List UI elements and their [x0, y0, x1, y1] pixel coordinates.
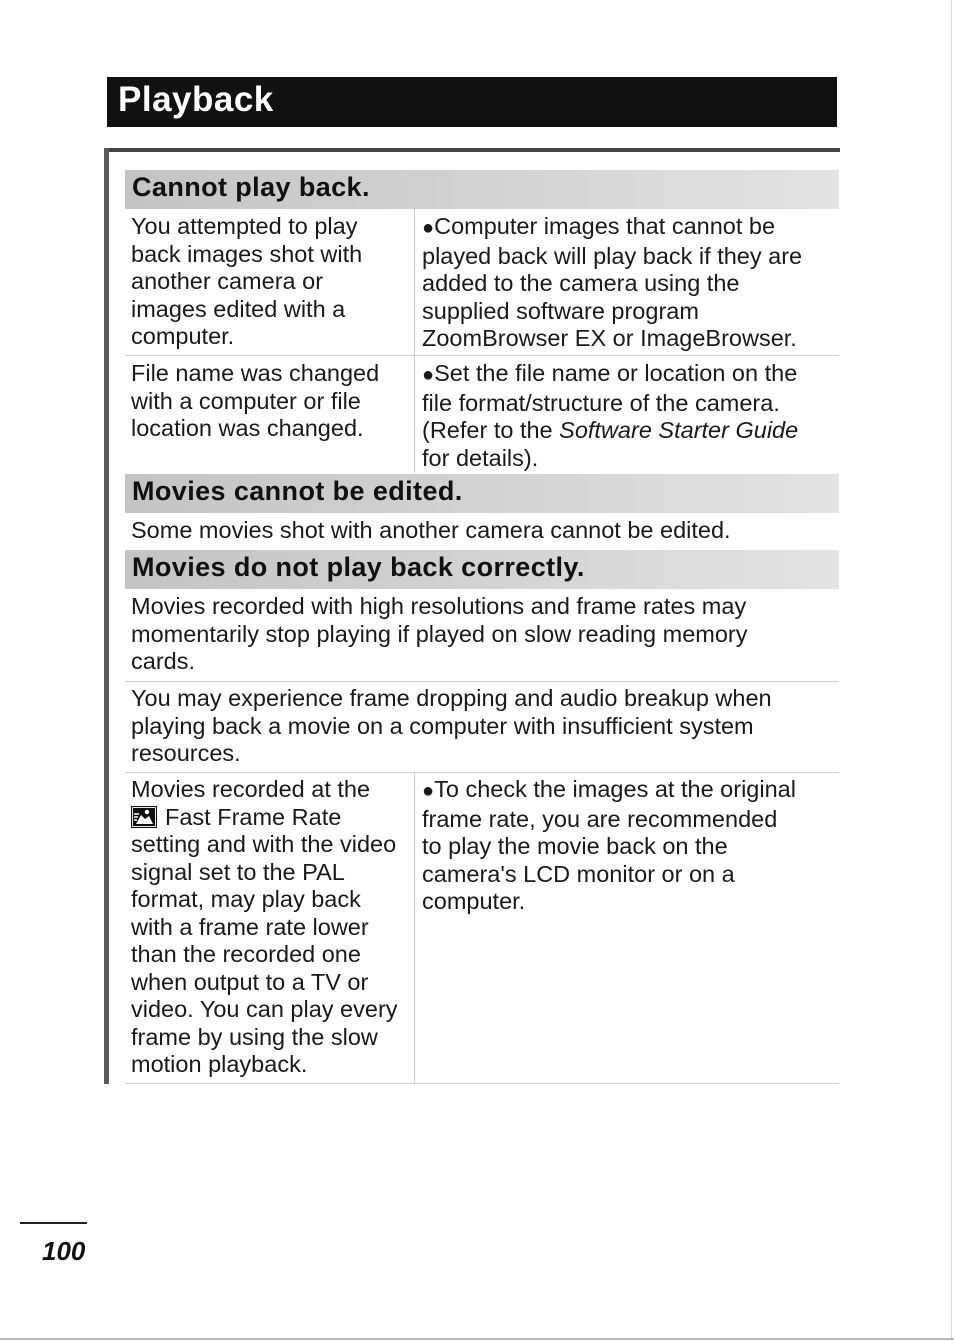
page-title: Playback [118, 80, 274, 119]
cause-icon-label: Fast Frame Rate [165, 803, 342, 830]
column-divider [414, 773, 415, 1084]
table-frame-top [104, 148, 840, 152]
page-edge-right [951, 0, 952, 1341]
bullet-icon: ● [422, 780, 435, 802]
page-edge-bottom [0, 1338, 954, 1340]
info-text: Some movies shot with another camera cannot be edited. [131, 517, 731, 543]
section-heading: Movies cannot be edited. [132, 476, 463, 506]
guide-title: Software Starter Guide [559, 417, 799, 443]
table-frame-left [104, 148, 109, 1084]
section-heading: Cannot play back. [132, 172, 370, 202]
solution-text: for details). [422, 444, 539, 471]
bullet-icon: ● [422, 364, 435, 386]
column-divider [414, 209, 415, 473]
page-number: 100 [42, 1236, 86, 1266]
cause-cell: File name was changed with a computer or file location was changed. [131, 360, 380, 441]
info-text: Movies recorded with high resolutions and frame rates may momentarily stop playing if played on slow reading memory cards. [131, 593, 748, 674]
solution-text: To check the images at the original frame rate, you are recommended to play the movie back on the camera's LCD monitor or on a computer. [422, 776, 796, 914]
bullet-icon: ● [422, 217, 435, 239]
section-header-movies-do-not-play-back [125, 550, 839, 589]
solution-cell [422, 360, 840, 472]
fast-frame-rate-icon [131, 806, 157, 828]
row-divider [125, 355, 839, 356]
solution-text: Computer images that cannot be played back will play back if they are added to the camera using the supplied software program ZoomBrowser EX or ImageBrowser. [422, 213, 803, 351]
row-divider [125, 681, 839, 682]
cause-cell: You attempted to play back images shot with another camera or images edited with a computer. [131, 213, 363, 349]
info-text: You may experience frame dropping and audio breakup when playing back a movie on a computer with insufficient system resources. [131, 685, 772, 766]
cause-text: Movies recorded at the [131, 776, 371, 802]
section-heading: Movies do not play back correctly. [132, 552, 585, 582]
solution-cell [422, 213, 840, 353]
section-header-movies-cannot-be-edited [125, 474, 839, 513]
page-number-rule [20, 1222, 87, 1224]
cause-text: setting and with the video signal set to the PAL format, may play back with a frame rate lower than the recorded one when output to a TV or video. You can play every frame by using the slow motion playback. [131, 831, 398, 1077]
row-divider [125, 772, 839, 773]
cause-cell [131, 776, 411, 1079]
solution-text: Set the file name or location on the file format/structure of the camera. (Refer to the [422, 360, 798, 443]
solution-cell [422, 776, 840, 916]
table-bottom-rule [125, 1083, 839, 1084]
section-header-cannot-play-back [125, 170, 839, 209]
